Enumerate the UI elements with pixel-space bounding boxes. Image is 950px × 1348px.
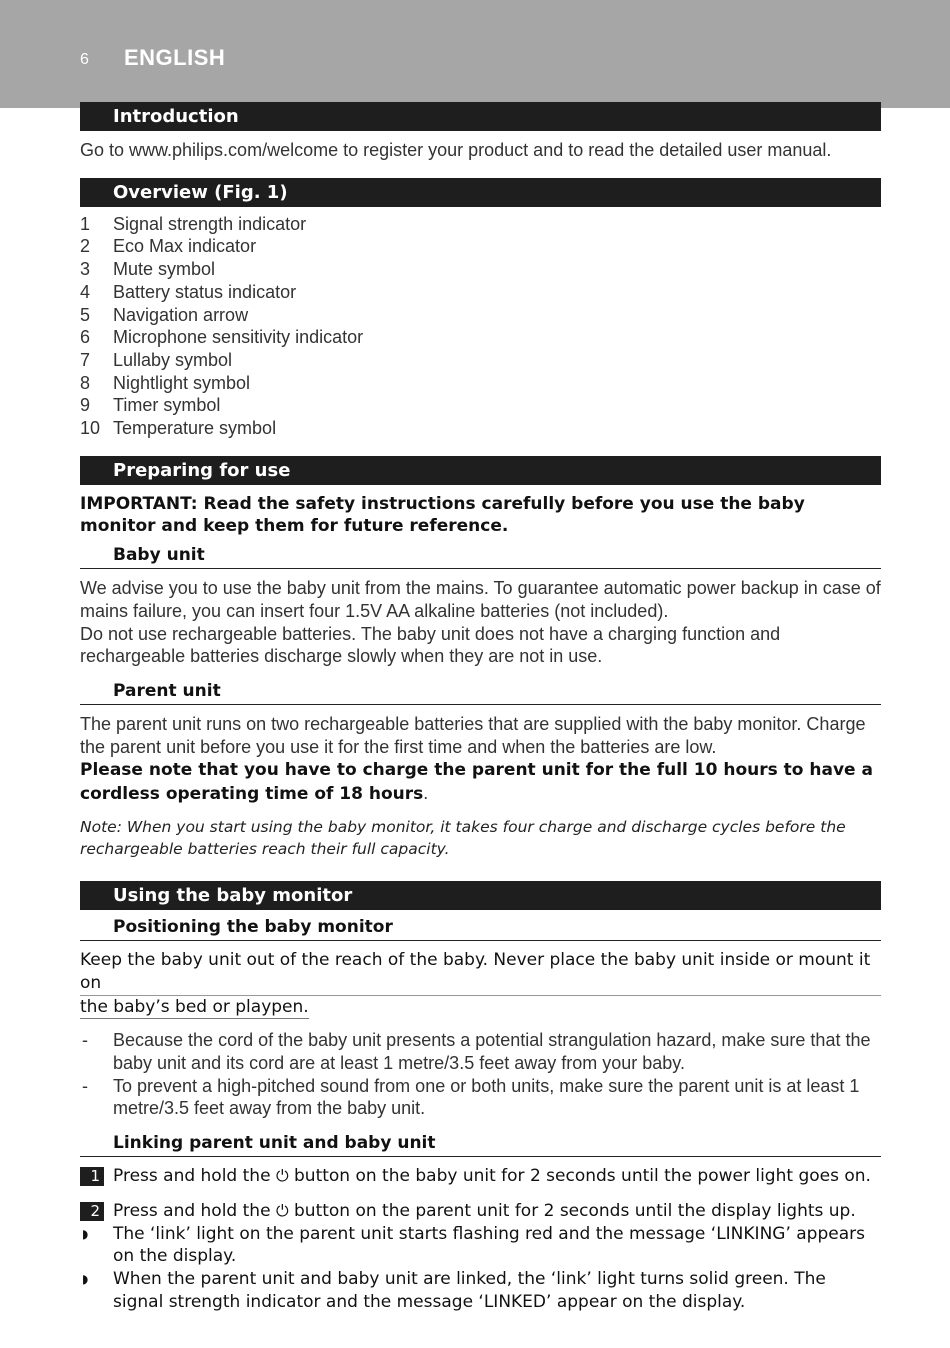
power-icon: ⏻	[275, 1200, 289, 1220]
list-item: 5 Navigation arrow	[80, 304, 249, 325]
warning-line-1: Keep the baby unit out of the reach of the baby. Never place the baby unit inside or mount it on	[80, 949, 881, 995]
list-item: 7 Lullaby symbol	[80, 349, 233, 370]
list-item: 1 Signal strength indicator	[80, 213, 307, 234]
step-2: 2 Press and hold the ⏻ button on the parent unit for 2 seconds until the display lights up.	[80, 1200, 881, 1223]
capacity-note: Note: When you start using the baby monitor, it takes four charge and discharge cycles before the rechargeable batteries reach their full capacity.	[80, 817, 846, 859]
list-item: - Because the cord of the baby unit presents a potential strangulation hazard, make sure that the baby unit and its cord are at least 1 metre/3.5 feet away from your baby.	[82, 1030, 871, 1073]
subsection-parent-unit-heading: Parent unit	[80, 678, 881, 705]
list-item: 3 Mute symbol	[80, 259, 216, 280]
baby-unit-paragraph-1: We advise you to use the baby unit from the mains. To guarantee automatic power backup in case of mains failure, you can insert four 1.5V AA alkaline batteries (not included).	[80, 578, 881, 621]
positioning-warning	[80, 949, 881, 1019]
list-item: 9 Timer symbol	[80, 395, 221, 416]
subsection-positioning-heading: Positioning the baby monitor	[80, 914, 881, 941]
result-arrow-icon: ◗	[82, 1271, 89, 1286]
step-1: 1 Press and hold the ⏻ button on the baby unit for 2 seconds until the power light goes on.	[80, 1165, 881, 1188]
section-using-heading: Using the baby monitor	[80, 881, 881, 910]
list-item: 10 Temperature symbol	[80, 418, 277, 439]
baby-unit-paragraph-2: Do not use rechargeable batteries. The baby unit does not have a charging function and rechargeable batteries discharge slowly when they are not in use.	[80, 623, 781, 667]
step-number-badge: 2	[80, 1202, 104, 1221]
charge-note-bold	[80, 758, 881, 805]
important-notice: IMPORTANT: Read the safety instructions carefully before you use the baby monitor and keep them for future reference.	[80, 493, 805, 537]
page-content	[80, 102, 881, 1313]
warning-line-2: the baby’s bed or playpen.	[80, 996, 309, 1020]
subsection-linking-heading: Linking parent unit and baby unit	[80, 1130, 881, 1157]
page-number: 6	[80, 51, 89, 68]
list-item: 6 Microphone sensitivity indicator	[80, 327, 364, 348]
section-overview-heading: Overview (Fig. 1)	[80, 178, 881, 207]
result-item: ◗ When the parent unit and baby unit are linked, the ‘link’ light turns solid green. The signal strength indicator and the message ‘LINKED’ appear on the display.	[82, 1268, 826, 1312]
section-preparing-heading: Preparing for use	[80, 456, 881, 485]
header-bar	[0, 0, 950, 108]
section-introduction-heading: Introduction	[80, 102, 881, 131]
overview-list	[80, 213, 881, 440]
result-arrow-icon: ◗	[82, 1226, 89, 1241]
power-icon: ⏻	[275, 1166, 289, 1186]
result-item: ◗ The ‘link’ light on the parent unit starts flashing red and the message ‘LINKING’ appears on the display.	[82, 1223, 865, 1267]
list-item: 8 Nightlight symbol	[80, 372, 251, 393]
language-title: ENGLISH	[124, 45, 226, 70]
introduction-text: Go to www.philips.com/welcome to register your product and to read the detailed user manual.	[80, 140, 832, 160]
list-item: - To prevent a high-pitched sound from one or both units, make sure the parent unit is at least 1 metre/3.5 feet away from the baby unit.	[82, 1075, 860, 1119]
step-number-badge: 1	[80, 1167, 104, 1186]
list-item: 4 Battery status indicator	[80, 281, 297, 302]
parent-unit-paragraph: The parent unit runs on two rechargeable batteries that are supplied with the baby monitor. Charge the parent unit before you use it for the first time and when the batteries are low.	[80, 713, 866, 757]
charge-note-text: Please note that you have to charge the parent unit for the full 10 hours to have a cordless operating time of 18 hours	[80, 760, 873, 805]
charge-note-period: .	[423, 783, 429, 804]
subsection-baby-unit-heading: Baby unit	[80, 542, 881, 569]
list-item: 2 Eco Max indicator	[80, 236, 257, 257]
